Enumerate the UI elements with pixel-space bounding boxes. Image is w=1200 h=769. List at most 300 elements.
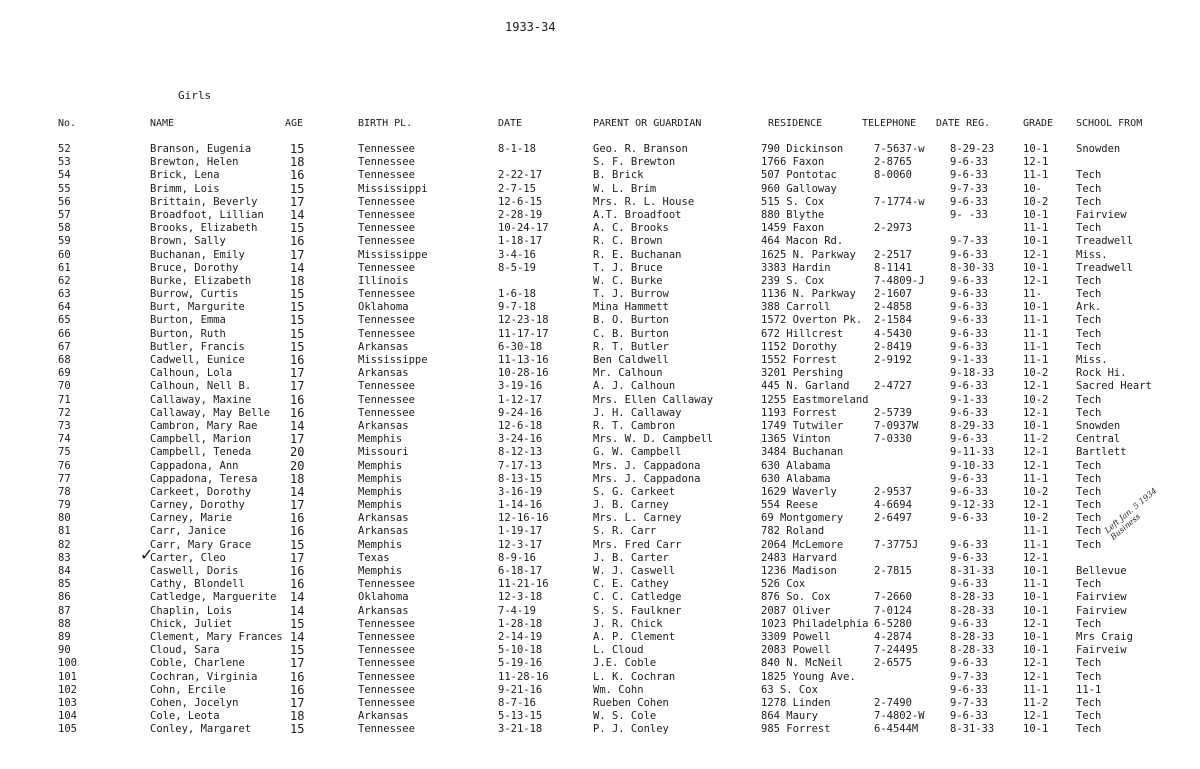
cell-age: 17 <box>290 550 305 565</box>
cell-school-from: Tech <box>1076 327 1102 340</box>
cell-grade: 12-1 <box>1023 156 1049 169</box>
cell-grade: 11-1 <box>1023 538 1049 551</box>
cell-birth-place: Mississippe <box>358 354 428 366</box>
cell-age: 20 <box>290 458 305 473</box>
cell-no: 63 <box>58 288 71 301</box>
cell-birth-place: Tennessee <box>358 156 415 169</box>
cell-date: 11-13-16 <box>498 354 549 366</box>
cell-no: 65 <box>58 314 71 327</box>
cell-age: 17 <box>290 432 305 447</box>
cell-name: Brown, Sally <box>150 235 226 248</box>
cell-grade: 11-1 <box>1023 327 1049 340</box>
cell-name: Branson, Eugenia <box>150 143 252 155</box>
cell-school-from: Treadwell <box>1076 235 1133 248</box>
cell-grade: 12-1 <box>1023 551 1049 564</box>
cell-age: 15 <box>290 643 305 658</box>
cell-date: 6-18-17 <box>498 565 543 577</box>
cell-date: 11-21-16 <box>498 578 549 591</box>
cell-residence: 3201 Pershing <box>761 367 844 380</box>
cell-residence: 1136 N. Parkway <box>761 288 856 301</box>
cell-birth-place: Tennessee <box>358 314 415 327</box>
cell-residence: 840 N. McNeil <box>761 657 844 670</box>
cell-no: 70 <box>58 380 71 393</box>
cell-age: 17 <box>290 656 305 671</box>
cell-parent: B. O. Burton <box>593 314 669 327</box>
cell-grade: 10-1 <box>1023 419 1049 432</box>
cell-birth-place: Tennessee <box>358 327 415 340</box>
cell-parent: Wm. Cohn <box>593 683 644 696</box>
header-date-reg: DATE REG. <box>936 118 991 129</box>
cell-name: Cohen, Jocelyn <box>150 696 239 709</box>
cell-telephone: 6-5280 <box>874 617 912 630</box>
table-row <box>0 499 1200 512</box>
cell-age: 15 <box>290 313 305 328</box>
cell-birth-place: Tennessee <box>358 380 415 393</box>
cell-date-reg: 8-28-33 <box>950 604 995 617</box>
cell-residence: 630 Alabama <box>761 459 831 472</box>
cell-birth-place: Arkansas <box>358 710 409 723</box>
cell-name: Caswell, Doris <box>150 565 239 577</box>
cell-date: 8-1-18 <box>498 143 536 155</box>
cell-birth-place: Oklahoma <box>358 301 409 314</box>
cell-date: 9-7-18 <box>498 301 536 314</box>
table-row <box>0 156 1200 169</box>
cell-parent: G. W. Campbell <box>593 446 682 459</box>
cell-grade: 10-1 <box>1023 301 1049 314</box>
cell-birth-place: Tennessee <box>358 169 415 182</box>
cell-parent: Mrs. Ellen Callaway <box>593 393 714 406</box>
cell-date-reg: 9-7-33 <box>950 235 988 248</box>
cell-telephone: 2-8419 <box>874 340 912 353</box>
cell-date-reg: 8-30-33 <box>950 261 995 274</box>
cell-age: 17 <box>290 379 305 394</box>
cell-birth-place: Memphis <box>358 433 403 446</box>
cell-parent: C. E. Cathey <box>593 578 669 591</box>
cell-no: 86 <box>58 591 71 604</box>
cell-age: 15 <box>290 616 305 631</box>
cell-birth-place: Tennessee <box>358 261 415 274</box>
cell-school-from: Ark. <box>1076 301 1102 314</box>
cell-name: Brittain, Beverly <box>150 195 258 208</box>
cell-telephone: 2-6575 <box>874 657 912 670</box>
cell-grade: 10-1 <box>1023 591 1049 604</box>
cell-name: Conley, Margaret <box>150 723 252 736</box>
cell-telephone: 2-8765 <box>874 156 912 169</box>
cell-date: 8-7-16 <box>498 696 536 709</box>
cell-no: 62 <box>58 274 71 287</box>
cell-grade: 10-2 <box>1023 512 1049 525</box>
cell-parent: Mr. Calhoun <box>593 367 663 380</box>
cell-name: Cadwell, Eunice <box>150 354 245 366</box>
header-parent: PARENT OR GUARDIAN <box>593 118 702 129</box>
cell-residence: 1236 Madison <box>761 565 837 577</box>
cell-parent: A. P. Clement <box>593 630 676 643</box>
table-row <box>0 539 1200 552</box>
cell-telephone: 2-7490 <box>874 696 912 709</box>
cell-date: 1-14-16 <box>498 499 543 512</box>
cell-grade: 11- <box>1023 288 1042 301</box>
cell-residence: 1825 Young Ave. <box>761 670 856 683</box>
cell-grade: 10-1 <box>1023 235 1049 248</box>
cell-birth-place: Tennessee <box>358 195 415 208</box>
cell-no: 69 <box>58 367 71 380</box>
cell-birth-place: Tennessee <box>358 696 415 709</box>
cell-date: 12-3-18 <box>498 591 543 604</box>
cell-grade: 10-1 <box>1023 565 1049 577</box>
cell-birth-place: Tennessee <box>358 723 415 736</box>
cell-no: 101 <box>58 670 77 683</box>
cell-grade: 12-1 <box>1023 248 1049 261</box>
cell-name: Callaway, Maxine <box>150 393 252 406</box>
cell-telephone: 2-9192 <box>874 354 912 366</box>
table-row <box>0 394 1200 407</box>
table-row <box>0 222 1200 235</box>
cell-parent: W. C. Burke <box>593 274 663 287</box>
cell-date: 2-7-15 <box>498 182 536 195</box>
cell-telephone: 2-4858 <box>874 301 912 314</box>
cell-parent: R. T. Butler <box>593 340 669 353</box>
cell-name: Carkeet, Dorothy <box>150 485 252 498</box>
cell-birth-place: Memphis <box>358 499 403 512</box>
cell-age: 14 <box>290 590 305 605</box>
cell-name: Carr, Janice <box>150 525 226 538</box>
cell-school-from: Tech <box>1076 723 1102 736</box>
cell-date-reg: 9-1-33 <box>950 393 988 406</box>
cell-date-reg: 9-6-33 <box>950 195 988 208</box>
cell-date-reg: 9-7-33 <box>950 696 988 709</box>
table-row <box>0 249 1200 262</box>
cell-age: 17 <box>290 366 305 381</box>
section-title: Girls <box>178 89 212 102</box>
table-row <box>0 697 1200 710</box>
cell-date-reg: 9-6-33 <box>950 327 988 340</box>
table-row <box>0 644 1200 657</box>
cell-grade: 12-1 <box>1023 380 1049 393</box>
cell-age: 16 <box>290 353 305 367</box>
cell-school-from: Miss. <box>1076 248 1108 261</box>
cell-telephone: 2-9537 <box>874 485 912 498</box>
table-row <box>0 420 1200 433</box>
cell-parent: W. J. Caswell <box>593 565 676 577</box>
cell-age: 17 <box>290 247 305 262</box>
table-row <box>0 183 1200 196</box>
cell-parent: J. H. Callaway <box>593 406 682 419</box>
cell-date: 10-28-16 <box>498 367 549 380</box>
cell-birth-place: Tennessee <box>358 222 415 235</box>
cell-residence: 864 Maury <box>761 710 818 723</box>
cell-name: Coble, Charlene <box>150 657 245 670</box>
cell-residence: 3383 Hardin <box>761 261 831 274</box>
cell-birth-place: Texas <box>358 551 390 564</box>
cell-birth-place: Mississippi <box>358 182 428 195</box>
table-row <box>0 473 1200 486</box>
cell-grade: 11-2 <box>1023 696 1049 709</box>
table-row <box>0 169 1200 182</box>
table-row <box>0 367 1200 380</box>
cell-school-from: Tech <box>1076 459 1102 472</box>
cell-school-from: Tech <box>1076 538 1102 551</box>
cell-grade: 10-2 <box>1023 195 1049 208</box>
cell-residence: 515 S. Cox <box>761 195 825 208</box>
cell-age: 14 <box>290 260 305 275</box>
table-row <box>0 380 1200 393</box>
table-row <box>0 512 1200 525</box>
handwritten-note: Left Jan. 5 1934 Business <box>1103 486 1159 542</box>
table-row <box>0 618 1200 631</box>
cell-name: Campbell, Marion <box>150 433 252 446</box>
cell-no: 57 <box>58 208 71 221</box>
cell-age: 15 <box>290 326 305 341</box>
cell-birth-place: Tennessee <box>358 657 415 670</box>
cell-birth-place: Oklahoma <box>358 591 409 604</box>
cell-no: 58 <box>58 222 71 235</box>
cell-no: 77 <box>58 472 71 485</box>
cell-date: 1-28-18 <box>498 617 543 630</box>
table-row <box>0 301 1200 314</box>
cell-date-reg: 9-6-33 <box>950 248 988 261</box>
cell-date-reg: 9-6-33 <box>950 512 988 525</box>
cell-name: Carter, Cleo <box>150 551 226 564</box>
cell-parent: Mrs. W. D. Campbell <box>593 433 714 446</box>
cell-residence: 1552 Forrest <box>761 354 837 366</box>
cell-school-from: Tech <box>1076 696 1102 709</box>
cell-school-from: Tech <box>1076 195 1102 208</box>
cell-school-from: Tech <box>1076 485 1102 498</box>
cell-grade: 12-1 <box>1023 657 1049 670</box>
cell-residence: 1749 Tutwiler <box>761 419 844 432</box>
cell-telephone: 2-7815 <box>874 565 912 577</box>
cell-name: Brooks, Elizabeth <box>150 222 258 235</box>
table-row <box>0 631 1200 644</box>
cell-residence: 526 Cox <box>761 578 806 591</box>
cell-no: 72 <box>58 406 71 419</box>
cell-residence: 2087 Oliver <box>761 604 831 617</box>
cell-parent: L. Cloud <box>593 644 644 657</box>
cell-name: Buchanan, Emily <box>150 248 245 261</box>
cell-name: Carr, Mary Grace <box>150 538 252 551</box>
cell-residence: 445 N. Garland <box>761 380 850 393</box>
cell-residence: 1365 Vinton <box>761 433 831 446</box>
cell-name: Cathy, Blondell <box>150 578 245 591</box>
cell-school-from: Miss. <box>1076 354 1108 366</box>
cell-age: 16 <box>290 564 305 578</box>
cell-parent: Mrs. J. Cappadona <box>593 459 701 472</box>
cell-age: 20 <box>290 445 305 460</box>
cell-date-reg: 9-6-33 <box>950 288 988 301</box>
cell-birth-place: Tennessee <box>358 208 415 221</box>
cell-date: 1-12-17 <box>498 393 543 406</box>
cell-name: Bruce, Dorothy <box>150 261 239 274</box>
cell-grade: 12-1 <box>1023 406 1049 419</box>
cell-no: 105 <box>58 723 77 736</box>
cell-school-from: Fairview <box>1076 591 1127 604</box>
cell-school-from: Snowden <box>1076 419 1121 432</box>
cell-date: 1-19-17 <box>498 525 543 538</box>
cell-date-reg: 8-29-33 <box>950 419 995 432</box>
cell-residence: 554 Reese <box>761 499 818 512</box>
cell-parent: S. F. Brewton <box>593 156 676 169</box>
cell-telephone: 2-5739 <box>874 406 912 419</box>
cell-grade: 11-1 <box>1023 683 1049 696</box>
cell-school-from: Tech <box>1076 340 1102 353</box>
cell-date-reg: 9-6-33 <box>950 314 988 327</box>
table-row <box>0 671 1200 684</box>
cell-residence: 1766 Faxon <box>761 156 825 169</box>
cell-name: Catledge, Marguerite <box>150 591 277 604</box>
table-row <box>0 460 1200 473</box>
cell-school-from: Sacred Heart <box>1076 380 1152 393</box>
cell-no: 83 <box>58 551 71 564</box>
cell-name: Callaway, May Belle <box>150 406 271 419</box>
cell-age: 16 <box>290 511 305 526</box>
cell-parent: W. S. Cole <box>593 710 657 723</box>
cell-residence: 69 Montgomery <box>761 512 844 525</box>
cell-date-reg: 9-6-33 <box>950 710 988 723</box>
cell-no: 78 <box>58 485 71 498</box>
cell-name: Calhoun, Nell B. <box>150 380 252 393</box>
cell-telephone: 8-0060 <box>874 169 912 182</box>
header-name: NAME <box>150 118 175 129</box>
cell-parent: J.E. Coble <box>593 657 657 670</box>
cell-date: 7-4-19 <box>498 604 536 617</box>
cell-parent: A. C. Brooks <box>593 222 669 235</box>
cell-name: Cohn, Ercile <box>150 683 226 696</box>
cell-date-reg: 9-11-33 <box>950 446 995 459</box>
cell-birth-place: Tennessee <box>358 235 415 248</box>
cell-parent: Geo. R. Branson <box>593 143 688 155</box>
cell-parent: T. J. Bruce <box>593 261 663 274</box>
cell-date-reg: 9-10-33 <box>950 459 995 472</box>
cell-school-from: Tech <box>1076 314 1102 327</box>
cell-parent: S. R. Carr <box>593 525 657 538</box>
cell-school-from: Rock Hi. <box>1076 367 1127 380</box>
cell-age: 14 <box>290 629 305 644</box>
cell-telephone: 2-4727 <box>874 380 912 393</box>
cell-name: Cole, Leota <box>150 710 220 723</box>
table-row <box>0 341 1200 354</box>
cell-no: 66 <box>58 327 71 340</box>
cell-no: 52 <box>58 143 71 155</box>
cell-date-reg: 9-6-33 <box>950 169 988 182</box>
cell-age: 16 <box>290 392 305 407</box>
cell-residence: 960 Galloway <box>761 182 837 195</box>
cell-grade: 11-2 <box>1023 433 1049 446</box>
cell-no: 81 <box>58 525 71 538</box>
header-telephone: TELEPHONE <box>862 118 917 129</box>
cell-date: 10-24-17 <box>498 222 549 235</box>
cell-date: 12-16-16 <box>498 512 549 525</box>
cell-grade: 11-1 <box>1023 340 1049 353</box>
table-row <box>0 591 1200 604</box>
cell-grade: 10-1 <box>1023 143 1049 155</box>
cell-telephone: 2-6497 <box>874 512 912 525</box>
cell-school-from: Tech <box>1076 182 1102 195</box>
cell-name: Burke, Elizabeth <box>150 274 252 287</box>
table-row <box>0 710 1200 723</box>
cell-age: 15 <box>290 300 305 315</box>
cell-no: 76 <box>58 459 71 472</box>
table-row <box>0 446 1200 459</box>
cell-grade: 10-1 <box>1023 208 1049 221</box>
cell-no: 59 <box>58 235 71 248</box>
cell-age: 15 <box>290 339 305 354</box>
cell-no: 104 <box>58 710 77 723</box>
cell-grade: 11-1 <box>1023 222 1049 235</box>
cell-school-from: Fairview <box>1076 208 1127 221</box>
cell-date: 12-6-18 <box>498 419 543 432</box>
cell-residence: 790 Dickinson <box>761 143 844 155</box>
cell-date-reg: 9-6-33 <box>950 472 988 485</box>
cell-no: 73 <box>58 419 71 432</box>
cell-school-from: Tech <box>1076 578 1102 591</box>
cell-no: 82 <box>58 538 71 551</box>
table-row <box>0 288 1200 301</box>
cell-telephone: 4-5430 <box>874 327 912 340</box>
cell-telephone: 7-2660 <box>874 591 912 604</box>
cell-age: 16 <box>290 577 305 592</box>
cell-age: 15 <box>290 722 305 737</box>
cell-school-from: Central <box>1076 433 1121 446</box>
cell-no: 54 <box>58 169 71 182</box>
cell-name: Calhoun, Lola <box>150 367 233 380</box>
cell-date: 2-22-17 <box>498 169 543 182</box>
cell-date-reg: 8-28-33 <box>950 630 995 643</box>
cell-birth-place: Arkansas <box>358 419 409 432</box>
cell-grade: 10-1 <box>1023 630 1049 643</box>
cell-school-from: Tech <box>1076 274 1102 287</box>
cell-name: Brewton, Helen <box>150 156 239 169</box>
cell-telephone: 7-0937W <box>874 419 919 432</box>
table-row <box>0 605 1200 618</box>
cell-birth-place: Memphis <box>358 485 403 498</box>
cell-parent: C. B. Burton <box>593 327 669 340</box>
cell-no: 60 <box>58 248 71 261</box>
cell-date-reg: 9-6-33 <box>950 340 988 353</box>
cell-parent: Ben Caldwell <box>593 354 669 366</box>
cell-birth-place: Arkansas <box>358 604 409 617</box>
cell-birth-place: Tennessee <box>358 578 415 591</box>
cell-parent: Mrs. L. Carney <box>593 512 682 525</box>
cell-no: 74 <box>58 433 71 446</box>
cell-residence: 1255 Eastmoreland <box>761 393 869 406</box>
cell-age: 18 <box>290 471 305 486</box>
cell-residence: 1625 N. Parkway <box>761 248 856 261</box>
cell-school-from: Tech <box>1076 472 1102 485</box>
cell-parent: T. J. Burrow <box>593 288 669 301</box>
cell-parent: J. R. Chick <box>593 617 663 630</box>
cell-birth-place: Tennessee <box>358 630 415 643</box>
cell-name: Burrow, Curtis <box>150 288 239 301</box>
cell-school-from: Tech <box>1076 525 1102 538</box>
cell-telephone: 4-6694 <box>874 499 912 512</box>
cell-birth-place: Arkansas <box>358 512 409 525</box>
cell-name: Burton, Emma <box>150 314 226 327</box>
cell-date-reg: 9-1-33 <box>950 354 988 366</box>
column-headers <box>0 118 1200 132</box>
cell-name: Broadfoot, Lillian <box>150 208 264 221</box>
cell-date-reg: 8-28-33 <box>950 591 995 604</box>
cell-parent: Mrs. R. L. House <box>593 195 695 208</box>
cell-no: 61 <box>58 261 71 274</box>
cell-no: 53 <box>58 156 71 169</box>
cell-no: 100 <box>58 657 77 670</box>
cell-parent: R. E. Buchanan <box>593 248 682 261</box>
cell-name: Brick, Lena <box>150 169 220 182</box>
cell-residence: 1459 Faxon <box>761 222 825 235</box>
cell-date-reg: 9-6-33 <box>950 380 988 393</box>
cell-date-reg: 8-31-33 <box>950 565 995 577</box>
cell-birth-place: Arkansas <box>358 525 409 538</box>
